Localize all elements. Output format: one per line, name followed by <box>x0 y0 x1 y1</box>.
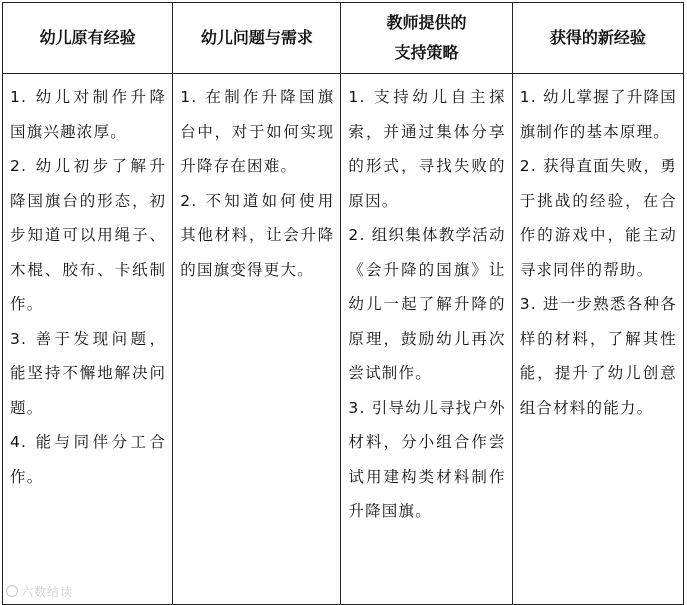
list-item: 3. 引导幼儿寻找户外材料，分小组合作尝试用建构类材料制作升降国旗。 <box>348 398 506 520</box>
list-item: 1. 在制作升降国旗台中，对于如何实现升降存在困难。 <box>180 88 335 175</box>
header-row <box>3 3 684 74</box>
list-item: 3. 善于发现问题，能坚持不懈地解决问题。 <box>10 329 167 417</box>
list-item: 3. 进一步熟悉各种各样的材料，了解其性能，提升了幼儿创意组合材料的能力。 <box>519 295 677 417</box>
watermark-text: 六数结读 <box>21 585 74 599</box>
header-text: 幼儿问题与需求 <box>200 28 313 47</box>
list-item: 2. 幼儿初步了解升降国旗台的形态，初步知道可以用绳子、木棍、胶布、卡纸制作。 <box>10 157 167 313</box>
cell-problems-needs <box>173 74 341 605</box>
watermark-logo-icon <box>6 585 18 597</box>
header-teacher-strategies <box>341 3 512 74</box>
list-item: 2. 获得直面失败，勇于挑战的经验，在合作的游戏中，能主动寻求同伴的帮助。 <box>519 157 677 279</box>
header-problems-needs <box>173 3 341 74</box>
header-text: 幼儿原有经验 <box>39 28 136 47</box>
list-item: 1. 幼儿对制作升降国旗兴趣浓厚。 <box>10 88 167 141</box>
header-text-line2: 支持策略 <box>394 43 459 62</box>
list-item: 4. 能与同伴分工合作。 <box>10 433 167 486</box>
list-item: 2. 不知道如何使用其他材料，让会升降的国旗变得更大。 <box>180 191 335 279</box>
header-new-experience <box>512 3 683 74</box>
header-text-line1: 教师提供的 <box>386 13 467 32</box>
cell-new-experience <box>512 74 683 605</box>
header-text: 获得的新经验 <box>549 28 646 47</box>
watermark <box>6 583 73 600</box>
header-prior-experience <box>3 3 173 74</box>
list-item: 1. 幼儿掌握了升降国旗制作的基本原理。 <box>519 88 677 141</box>
list-item: 1. 支持幼儿自主探索，并通过集体分享的形式，寻找失败的原因。 <box>348 88 506 210</box>
cell-prior-experience <box>3 74 173 605</box>
list-item: 2. 组织集体教学活动《会升降的国旗》让幼儿一起了解升降的原理，鼓励幼儿再次尝试制作。 <box>348 226 506 382</box>
experience-table <box>2 2 684 605</box>
cell-teacher-strategies <box>341 74 512 605</box>
content-row <box>3 74 684 605</box>
